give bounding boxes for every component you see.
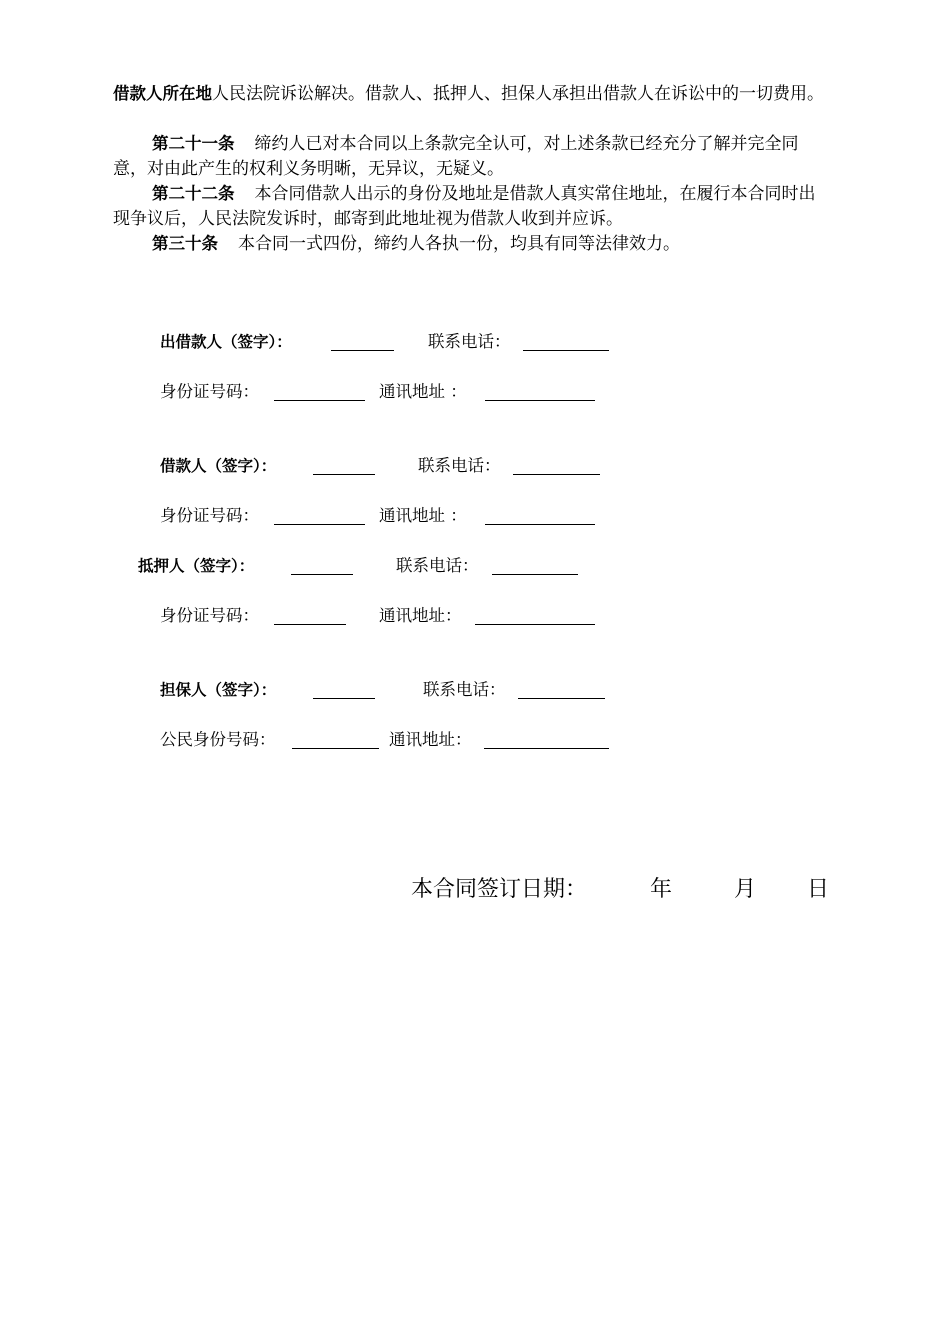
signing-date-year: 年 [650,877,673,902]
borrower-sign-line[interactable] [313,474,375,475]
article-22-title: 第二十二条 [152,184,235,203]
clause-jurisdiction [113,81,825,107]
guarantor-sign-label: 担保人（签字）： [160,681,277,699]
article-22-text: 本合同借款人出示的身份及地址是借款人真实常住地址，在履行本合同时出现争议后，人民法院发诉时，邮寄到此地址视为借款人收到并应诉。 [113,184,816,229]
guarantor-id-label: 公民身份号码： [160,730,276,749]
lender-sign-label: 出借款人（签字）： [160,333,292,351]
mortgagor-sign-line[interactable] [291,574,353,575]
mortgagor-addr-label: 通讯地址： [379,606,462,625]
lender-id-label: 身份证号码： [160,382,259,401]
guarantor-phone-line[interactable] [518,698,605,699]
mortgagor-sign-label: 抵押人（签字）： [138,557,255,575]
borrower-id-line[interactable] [274,524,365,525]
lender-sign-line[interactable] [331,350,394,351]
signing-date-label: 本合同签订日期： [411,877,588,902]
lender-phone-line[interactable] [523,350,609,351]
borrower-id-label: 身份证号码： [160,506,259,525]
mortgagor-phone-label: 联系电话： [396,556,479,575]
lender-phone-label: 联系电话： [428,332,511,351]
clause-article-22 [113,181,825,232]
lender-addr-label: 通讯地址 ： [379,382,467,401]
signing-date-day: 日 [807,877,830,902]
article-30-title: 第三十条 [152,234,218,253]
mortgagor-id-line[interactable] [274,624,346,625]
lender-addr-line[interactable] [485,400,595,401]
clause-article-21 [113,131,825,182]
lender-id-line[interactable] [274,400,365,401]
guarantor-addr-line[interactable] [484,748,609,749]
article-21-text: 缔约人已对本合同以上条款完全认可，对上述条款已经充分了解并完全同意，对由此产生的权利义务明晰，无异议，无疑义。 [113,134,799,179]
mortgagor-id-label: 身份证号码： [160,606,259,625]
signing-date-month: 月 [734,877,757,902]
guarantor-phone-label: 联系电话： [423,680,506,699]
borrower-phone-label: 联系电话： [418,456,501,475]
guarantor-sign-line[interactable] [313,698,375,699]
article-21-title: 第二十一条 [152,134,235,153]
borrower-addr-line[interactable] [485,524,595,525]
borrower-phone-line[interactable] [513,474,600,475]
clause-jurisdiction-text: 人民法院诉讼解决。借款人、抵押人、担保人承担出借款人在诉讼中的一切费用。 [212,84,824,104]
borrower-addr-label: 通讯地址 ： [379,506,467,525]
mortgagor-addr-line[interactable] [475,624,595,625]
mortgagor-phone-line[interactable] [492,574,578,575]
clause-article-30 [113,231,825,257]
guarantor-id-line[interactable] [292,748,379,749]
guarantor-addr-label: 通讯地址： [389,730,472,749]
clause-jurisdiction-bold: 借款人所在地 [113,84,212,103]
borrower-sign-label: 借款人（签字）： [160,457,277,475]
article-30-text: 本合同一式四份，缔约人各执一份，均具有同等法律效力。 [238,234,680,254]
